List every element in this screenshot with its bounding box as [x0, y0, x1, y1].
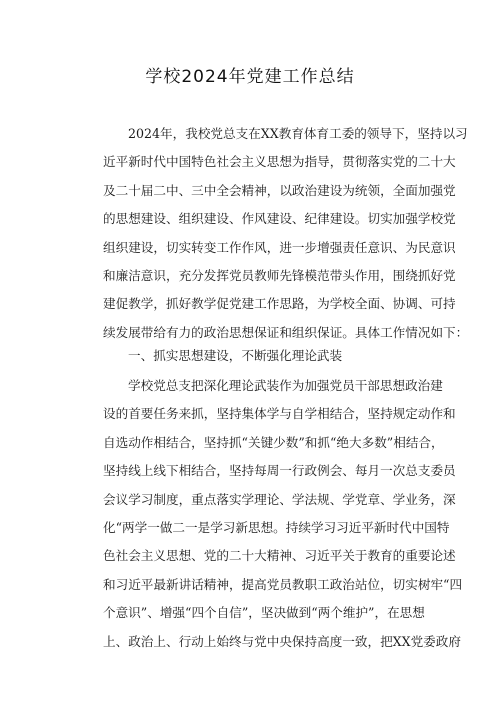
paragraph-line: 的思想建设、组织建设、作风建设、纪律建设。切实加强学校党 — [103, 211, 456, 227]
paragraph-line: 及二十届二中、三中全会精神，以政治建设为统领，全面加强党 — [103, 182, 456, 198]
paragraph-line: 组织建设，切实转变工作作风，进一步增强责任意识、为民意识 — [103, 239, 456, 255]
paragraph-line: 续发展带给有力的政治思想保证和组织保证。具体工作情况如下： — [103, 324, 469, 340]
paragraph-line: 学校党总支把深化理论武装作为加强党员干部思想政治建 — [128, 378, 443, 393]
paragraph-line: 会议学习制度，重点落实学理论、学法规、学党章、学业务，深 — [103, 491, 456, 507]
paragraph-line: 和习近平最新讲话精神，提高党员教职工政治站位，切实树牢“四 — [103, 576, 463, 592]
paragraph-line: 个意识”、增强“四个自信”，坚决做到“两个维护”，在思想 — [103, 605, 425, 621]
paragraph-line: 上、政治上、行动上始终与党中央保持高度一致，把XX党委政府 — [103, 633, 461, 649]
paragraph-line: 建促教学，抓好教学促党建工作思路，为学校全面、协调、可持 — [103, 296, 456, 312]
paragraph-line: 设的首要任务来抓，坚持集体学与自学相结合，坚持规定动作和 — [103, 406, 456, 422]
paragraph-line: 2024年，我校党总支在XX教育体育工委的领导下，坚持以习 — [128, 126, 468, 141]
section-heading: 一、抓实思想建设，不断强化理论武装 — [128, 348, 343, 363]
intro-paragraph — [103, 120, 469, 347]
paragraph-line: 化“两学一做二一是学习新思想。持续学习习近平新时代中国特 — [103, 519, 450, 535]
paragraph-line: 和廉洁意识，充分发挥党员教师先锋模范带头作用，围绕抓好党 — [103, 267, 456, 283]
document-title: 学校2024年党建工作总结 — [145, 67, 355, 87]
paragraph-line: 自选动作相结合，坚持抓“关键少数”和抓“绝大多数”相结合， — [103, 434, 444, 450]
section1-paragraph — [103, 372, 463, 656]
paragraph-line: 近平新时代中国特色社会主义思想为指导，贯彻落实党的二十大 — [103, 154, 456, 170]
paragraph-line: 色社会主义思想、党的二十大精神、习近平关于教育的重要论述 — [103, 548, 456, 564]
paragraph-line: 坚持线上线下相结合，坚持每周一行政例会、每月一次总支委员 — [103, 463, 456, 479]
